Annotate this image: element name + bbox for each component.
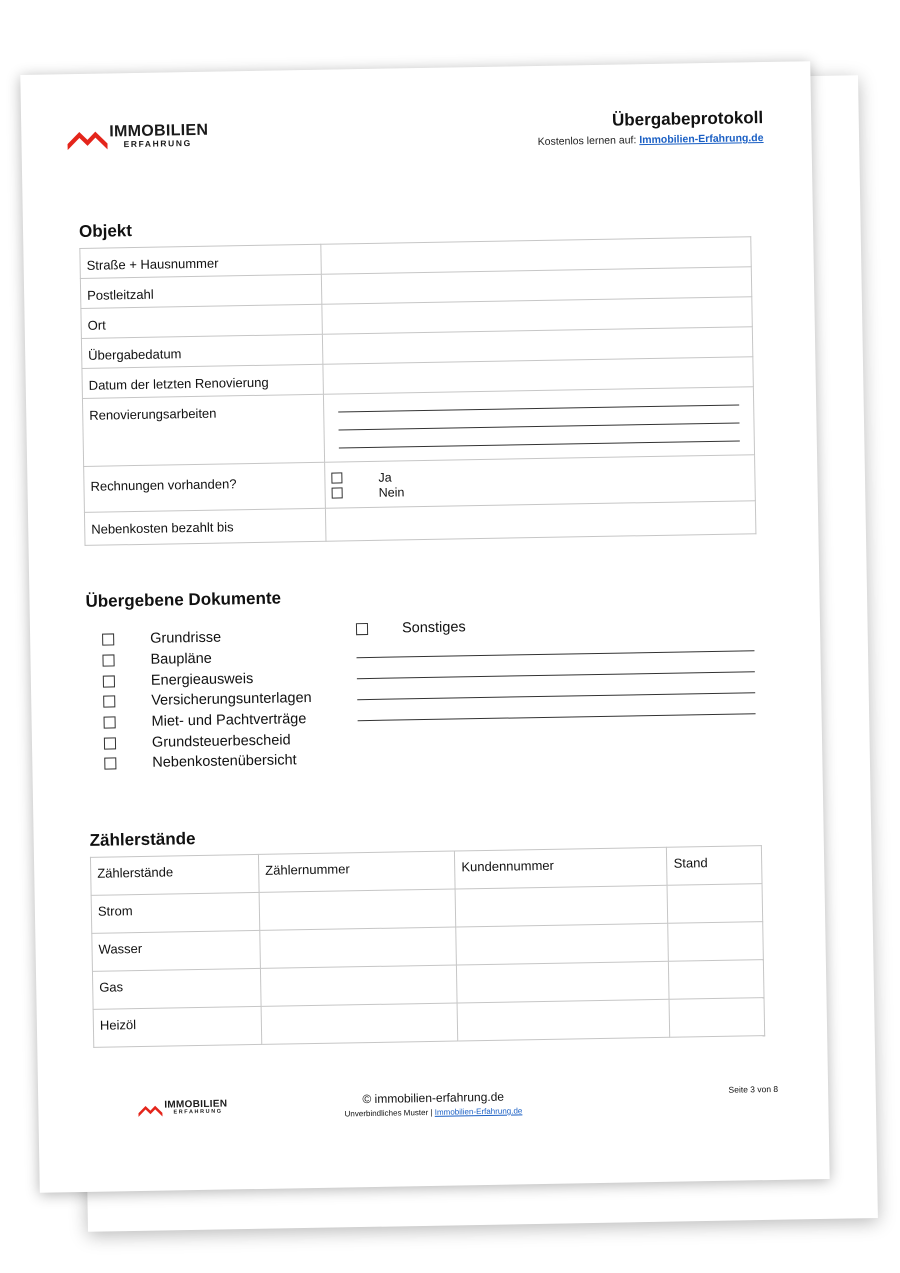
checkbox[interactable] (332, 487, 343, 498)
brand-logo (67, 122, 208, 150)
documents-checklist (102, 626, 313, 774)
column-header: Zählernummer (258, 851, 455, 892)
write-line (339, 422, 740, 430)
checkbox[interactable] (331, 472, 342, 483)
table-cell[interactable] (260, 927, 457, 968)
document-page (20, 61, 829, 1193)
column-header: Zählerstände (90, 854, 259, 895)
table-cell[interactable] (259, 889, 456, 930)
document-title: Übergabeprotokoll (611, 108, 764, 130)
subtitle-text: Kostenlos lernen auf: (537, 134, 637, 148)
table-cell[interactable] (261, 1003, 458, 1044)
table-cell[interactable] (457, 999, 670, 1041)
write-line (357, 650, 755, 658)
option-label: Ja (378, 470, 392, 485)
renovation-work-field[interactable] (323, 387, 754, 462)
item-label: Grundrisse (150, 629, 222, 648)
write-line (357, 671, 755, 679)
checkbox[interactable] (102, 654, 114, 666)
document-subtitle (538, 132, 764, 148)
row-label: Wasser (92, 930, 261, 971)
footer-note-text: Unverbindliches Muster | (344, 1107, 433, 1119)
checkbox[interactable] (356, 623, 368, 635)
table-cell[interactable] (455, 885, 668, 927)
column-header: Stand (667, 846, 762, 886)
footer-link[interactable]: Immobilien-Erfahrung.de (434, 1106, 523, 1117)
checkbox[interactable] (102, 634, 114, 646)
write-line (357, 692, 755, 700)
field-label: Renovierungsarbeiten (82, 394, 324, 466)
objekt-table (79, 236, 756, 546)
other-documents (356, 617, 466, 640)
subtitle-link[interactable]: Immobilien-Erfahrung.de (639, 132, 764, 147)
table-cell[interactable] (456, 923, 669, 965)
item-label: Sonstiges (401, 619, 466, 637)
checkbox[interactable] (103, 696, 115, 708)
item-label: Miet- und Pachtverträge (151, 711, 307, 730)
item-label: Nebenkostenübersicht (152, 752, 297, 772)
option-label: Nein (378, 484, 405, 500)
logo-subtext: ERFAHRUNG (123, 137, 192, 149)
page-number: Seite 3 von 8 (728, 1083, 779, 1095)
field-label: Postleitzahl (80, 274, 321, 308)
table-cell[interactable] (668, 884, 763, 924)
row-label: Heizöl (93, 1006, 262, 1047)
table-cell[interactable] (457, 961, 670, 1003)
footer-copyright: © immobilien-erfahrung.de (362, 1089, 505, 1107)
row-label: Strom (91, 892, 260, 933)
field-label: Rechnungen vorhanden? (84, 462, 326, 512)
checkbox[interactable] (104, 758, 116, 770)
section-heading-dokumente: Übergebene Dokumente (85, 588, 282, 611)
invoices-options (325, 455, 756, 508)
other-documents-lines[interactable] (357, 650, 756, 741)
row-label: Gas (92, 968, 261, 1009)
logo-text: IMMOBILIEN (164, 1098, 228, 1111)
column-header: Kundennummer (455, 847, 668, 889)
item-label: Baupläne (150, 650, 212, 668)
item-label: Energieausweis (150, 670, 254, 689)
utilities-paid-field[interactable] (325, 501, 756, 541)
list-item[interactable] (104, 750, 313, 774)
list-item[interactable] (356, 617, 466, 640)
table-cell[interactable] (670, 998, 765, 1038)
table-row (82, 387, 754, 467)
meter-table (90, 845, 765, 1048)
house-roof-icon (67, 123, 107, 150)
write-line (339, 440, 740, 448)
item-label: Grundsteuerbescheid (151, 732, 291, 751)
item-label: Versicherungsunterlagen (151, 690, 312, 710)
table-cell[interactable] (668, 922, 763, 962)
table-cell[interactable] (669, 960, 764, 1000)
field-label: Datum der letzten Renovierung (82, 364, 323, 398)
checkbox[interactable] (103, 675, 115, 687)
section-heading-objekt: Objekt (78, 221, 133, 241)
field-label: Ort (81, 304, 322, 338)
checkbox[interactable] (104, 737, 116, 749)
field-label: Straße + Hausnummer (80, 244, 321, 278)
logo-subtext: ERFAHRUNG (173, 1108, 223, 1116)
write-line (358, 713, 756, 721)
field-label: Übergabedatum (81, 334, 322, 368)
checkbox[interactable] (104, 717, 116, 729)
write-line (338, 404, 739, 412)
section-heading-zaehler: Zählerstände (89, 829, 196, 850)
logo-text: IMMOBILIEN (109, 121, 209, 141)
field-label: Nebenkosten bezahlt bis (84, 508, 326, 545)
table-cell[interactable] (260, 965, 457, 1006)
